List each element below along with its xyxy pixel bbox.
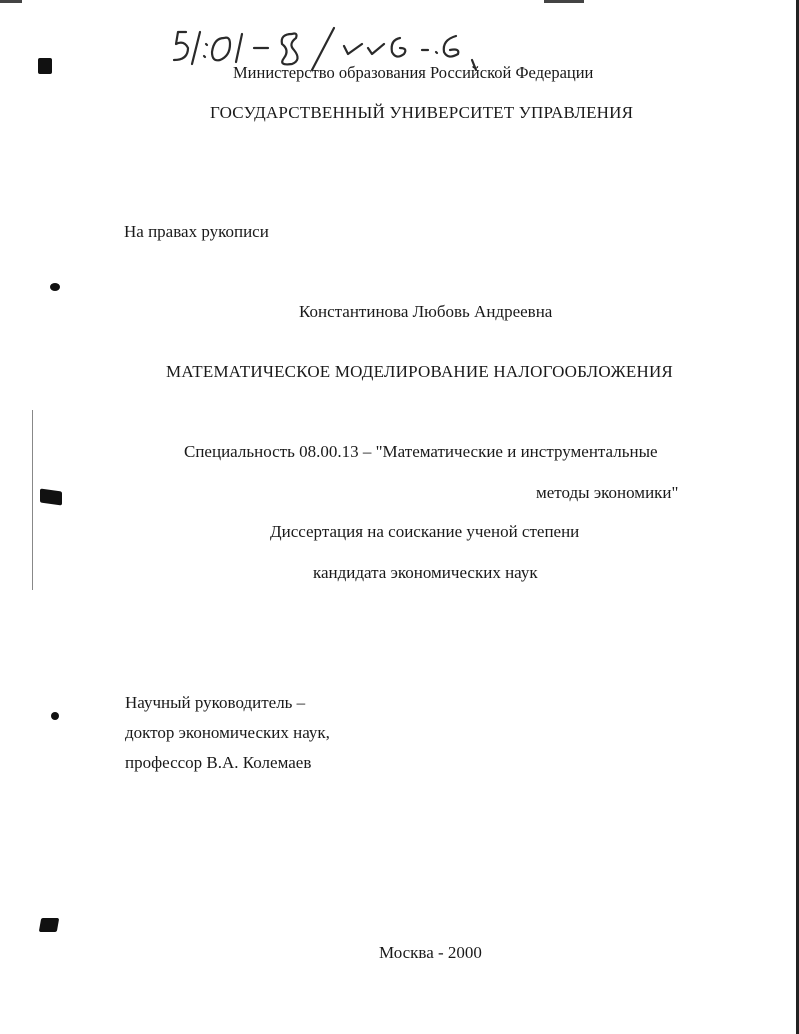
degree-line-2: кандидата экономических наук (313, 563, 538, 582)
ministry-line: Министерство образования Российской Федерации (233, 63, 594, 82)
scan-edge-top (544, 0, 584, 3)
binding-mark (39, 918, 59, 932)
supervisor-line-2: доктор экономических наук, (125, 723, 330, 742)
university-name: ГОСУДАРСТВЕННЫЙ УНИВЕРСИТЕТ УПРАВЛЕНИЯ (210, 103, 634, 122)
binding-mark (50, 283, 60, 291)
place-and-year: Москва - 2000 (379, 943, 482, 962)
binding-mark (51, 712, 59, 720)
supervisor-line-3: профессор В.А. Колемаев (125, 753, 312, 772)
binding-mark (40, 488, 62, 505)
author-name: Константинова Любовь Андреевна (299, 302, 553, 321)
degree-line-1: Диссертация на соискание ученой степени (270, 522, 580, 541)
dissertation-title: МАТЕМАТИЧЕСКОЕ МОДЕЛИРОВАНИЕ НАЛОГООБЛОЖЕНИЯ (166, 362, 673, 381)
scan-edge-top-left (0, 0, 22, 3)
binding-mark (38, 58, 52, 74)
specialty-line-1: Специальность 08.00.13 – "Математические и инструментальные (184, 442, 658, 461)
scan-margin-line (32, 410, 33, 590)
specialty-line-2: методы экономики" (536, 483, 679, 502)
supervisor-line-1: Научный руководитель – (125, 693, 306, 712)
manuscript-note: На правах рукописи (124, 222, 269, 241)
